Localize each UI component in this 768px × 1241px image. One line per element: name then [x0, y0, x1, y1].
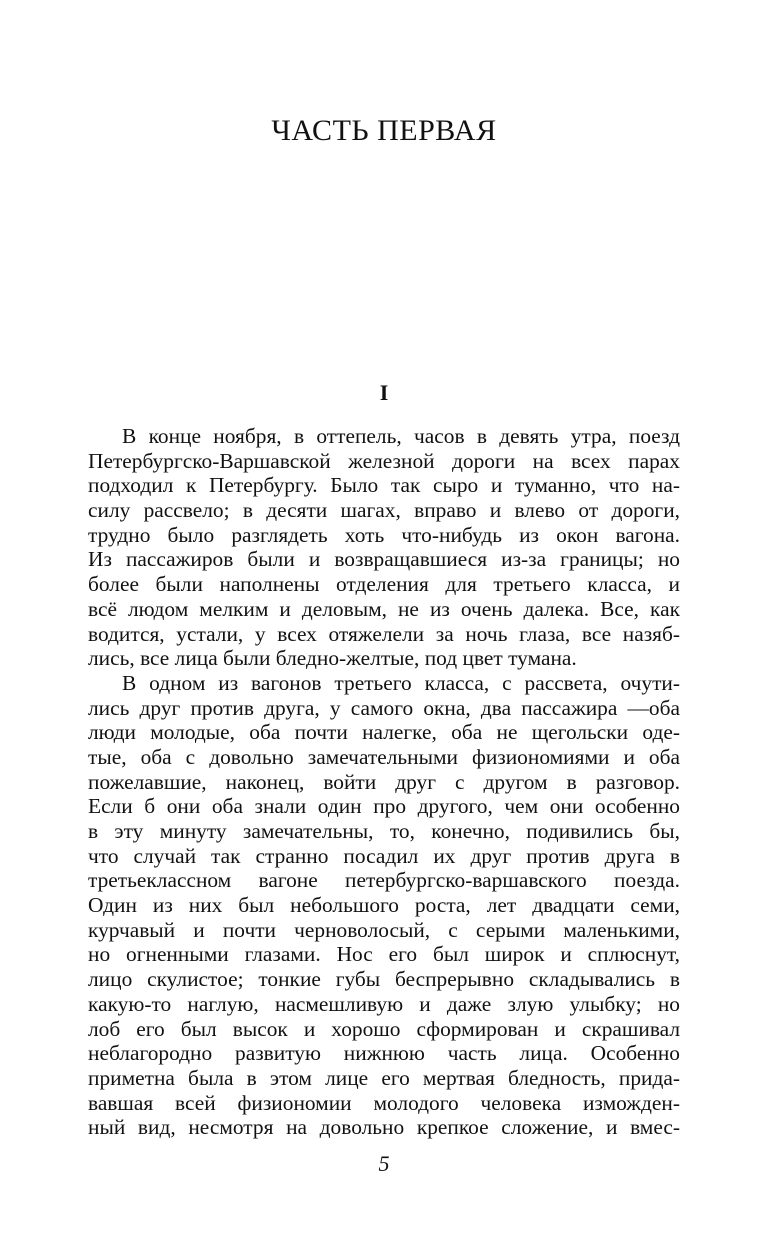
chapter-text — [88, 424, 680, 1140]
text-line: Из пассажиров были и возвращавшиеся из-за границы; но — [88, 547, 680, 572]
text-line: В конце ноября, в оттепель, часов в девять утра, поезд — [122, 424, 680, 448]
text-line: ный вид, несмотря на довольно крепкое сложение, и вмес- — [88, 1115, 680, 1140]
text-line: силу рассвело; в десяти шагах, вправо и влево от дороги, — [88, 498, 680, 523]
text-line: в эту минуту замечательны, то, конечно, подивились бы, — [88, 819, 680, 843]
text-line: тые, оба с довольно замечательными физиономиями и оба — [88, 744, 680, 769]
text-line: водится, устали, у всех отяжелели за ночь глаза, все назяб- — [88, 621, 680, 646]
text-line: подходил к Петербургу. Было так сыро и туманно, что на- — [88, 473, 680, 498]
text-line: лицо скулистое; тонкие губы беспрерывно складывались в — [88, 967, 680, 992]
text-line: пожелавшие, наконец, войти друг с другом в разговор. — [88, 769, 680, 794]
text-line: неблагородно развитую нижнюю часть лица. Особенно — [88, 1041, 680, 1066]
text-line: но огненными глазами. Нос его был широк и сплюснут, — [88, 942, 680, 967]
text-line: люди молодые, оба почти налегке, оба не щегольски оде- — [88, 720, 680, 745]
text-line: всё людом мелким и деловым, не из очень далека. Все, как — [88, 596, 680, 621]
text-line: лись, все лица были бледно-желтые, под цвет тумана. — [88, 646, 577, 671]
text-line: лись друг против друга, у самого окна, два пассажира —оба — [88, 695, 680, 720]
text-line: Петербургско-Варшавской железной дороги на всех парах — [88, 448, 680, 473]
paragraph-2 — [88, 671, 680, 1140]
text-line: какую-то наглую, насмешливую и даже злую улыбку; но — [88, 991, 680, 1016]
text-line: курчавый и почти черноволосый, с серыми маленькими, — [88, 917, 680, 942]
text-line: Если б они оба знали один про другого, чем они особенно — [88, 794, 680, 819]
text-line: приметна была в этом лице его мертвая бледность, прида- — [88, 1065, 680, 1090]
chapter-number: I — [379, 380, 389, 405]
page-number: 5 — [378, 1151, 390, 1176]
paragraph-1 — [88, 424, 680, 671]
text-line: Один из них был небольшого роста, лет двадцати семи, — [88, 893, 680, 918]
text-line: вавшая всей физиономии молодого человека изможден- — [88, 1090, 680, 1115]
text-line: В одном из вагонов третьего класса, с рассвета, очути- — [122, 670, 680, 695]
text-line: более были наполнены отделения для третьего класса, и — [88, 572, 680, 597]
text-line: трудно было разглядеть хоть что-нибудь из окон вагона. — [88, 522, 680, 547]
text-line: что случай так странно посадил их друг против друга в — [88, 843, 680, 868]
part-title: ЧАСТЬ ПЕРВАЯ — [271, 114, 497, 147]
text-line: третьеклассном вагоне петербургско-варшавского поезда. — [88, 868, 680, 893]
text-line: лоб его был высок и хорошо сформирован и скрашивал — [88, 1016, 680, 1041]
